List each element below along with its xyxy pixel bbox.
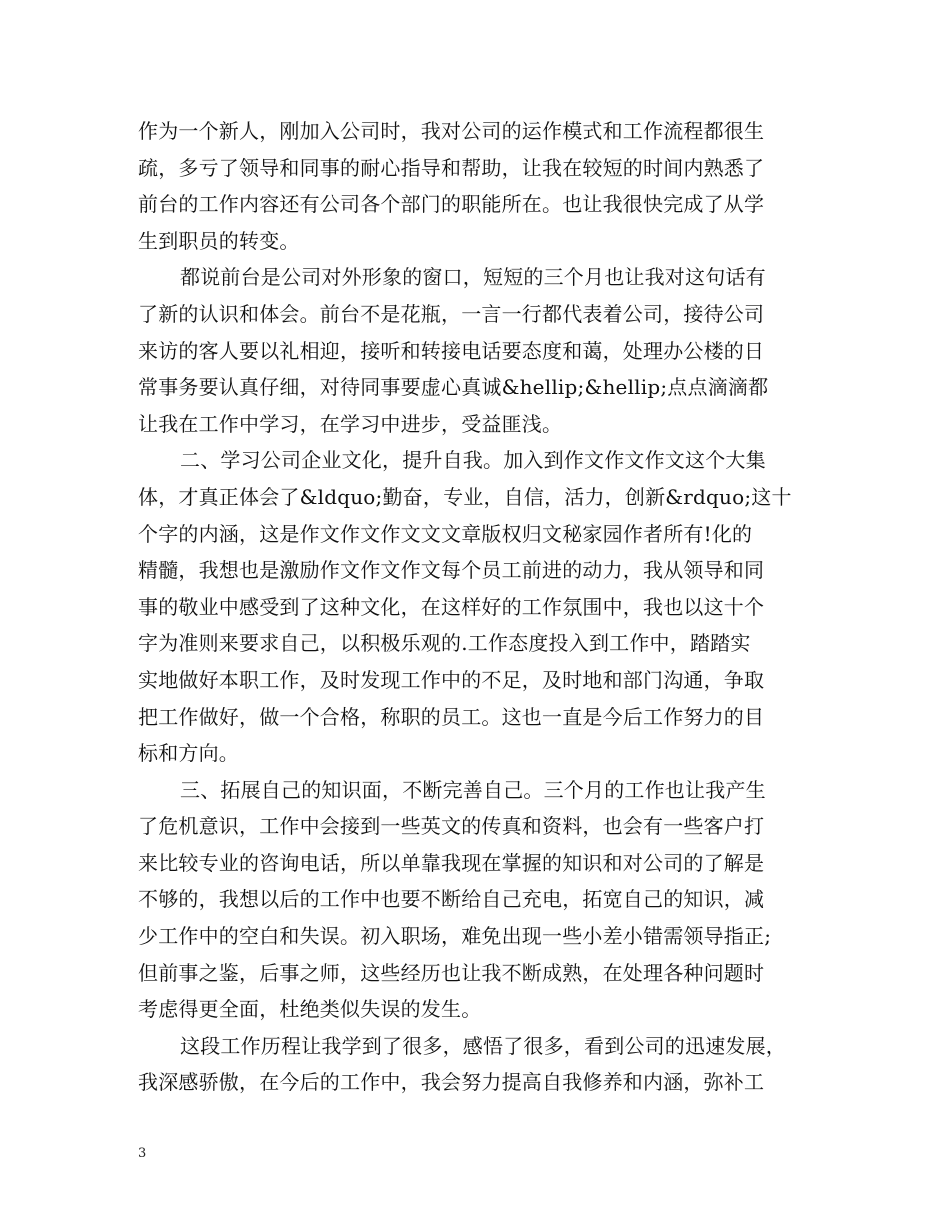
text-line: 来访的客人要以礼相迎，接听和转接电话要态度和蔼，处理办公楼的日	[138, 338, 765, 363]
text-line: 少工作中的空白和失误。初入职场，难免出现一些小差小错需领导指正;	[138, 924, 772, 949]
text-line: 了新的认识和体会。前台不是花瓶，一言一行都代表着公司，接待公司	[138, 301, 765, 326]
text-line: 这段工作历程让我学到了很多，感悟了很多，看到公司的迅速发展，	[180, 1033, 786, 1058]
text-line: 把工作做好，做一个合格，称职的员工。这也一直是今后工作努力的目	[138, 704, 765, 729]
text-line: 二、学习公司企业文化，提升自我。加入到作文作文作文这个大集	[180, 448, 766, 473]
text-line: 我深感骄傲，在今后的工作中，我会努力提高自我修养和内涵，弥补工	[138, 1070, 765, 1095]
text-line: 事的敬业中感受到了这种文化，在这样好的工作氛围中，我也以这十个	[138, 594, 765, 619]
text-line: 来比较专业的咨询电话，所以单靠我现在掌握的知识和对公司的了解是	[138, 850, 765, 875]
text-line: 考虑得更全面，杜绝类似失误的发生。	[138, 997, 482, 1022]
page-number: 3	[138, 1146, 147, 1161]
text-line: 精髓，我想也是激励作文作文作文每个员工前进的动力，我从领导和同	[138, 558, 765, 583]
text-line: 标和方向。	[138, 741, 239, 766]
text-line: 三、拓展自己的知识面，不断完善自己。三个月的工作也让我产生	[180, 777, 766, 802]
text-line: 体，才真正体会了&ldquo;勤奋，专业，自信，活力，创新&rdquo;这十	[138, 484, 792, 509]
text-line: 生到职员的转变。	[138, 228, 300, 253]
text-line: 实地做好本职工作，及时发现工作中的不足，及时地和部门沟通，争取	[138, 667, 765, 692]
text-line: 作为一个新人，刚加入公司时，我对公司的运作模式和工作流程都很生	[138, 119, 765, 143]
text-line: 但前事之鉴，后事之师，这些经历也让我不断成熟，在处理各种问题时	[138, 960, 765, 985]
text-line: 前台的工作内容还有公司各个部门的职能所在。也让我很快完成了从学	[138, 192, 765, 217]
text-line: 疏，多亏了领导和同事的耐心指导和帮助，让我在较短的时间内熟悉了	[138, 155, 765, 180]
text-line: 让我在工作中学习，在学习中进步，受益匪浅。	[138, 411, 563, 436]
text-line: 不够的，我想以后的工作中也要不断给自己充电，拓宽自己的知识，减	[138, 887, 765, 912]
text-line: 了危机意识，工作中会接到一些英文的传真和资料，也会有一些客户打	[138, 814, 765, 839]
text-line: 常事务要认真仔细，对待同事要虚心真诚&hellip;&hellip;点点滴滴都	[138, 375, 769, 400]
body-text	[138, 113, 818, 1101]
text-line: 个字的内涵，这是作文作文作文文文章版权归文秘家园作者所有!化的	[138, 521, 753, 546]
text-line: 都说前台是公司对外形象的窗口，短短的三个月也让我对这句话有	[180, 265, 766, 290]
text-line: 字为准则来要求自己，以积极乐观的.工作态度投入到工作中，踏踏实	[138, 631, 751, 656]
